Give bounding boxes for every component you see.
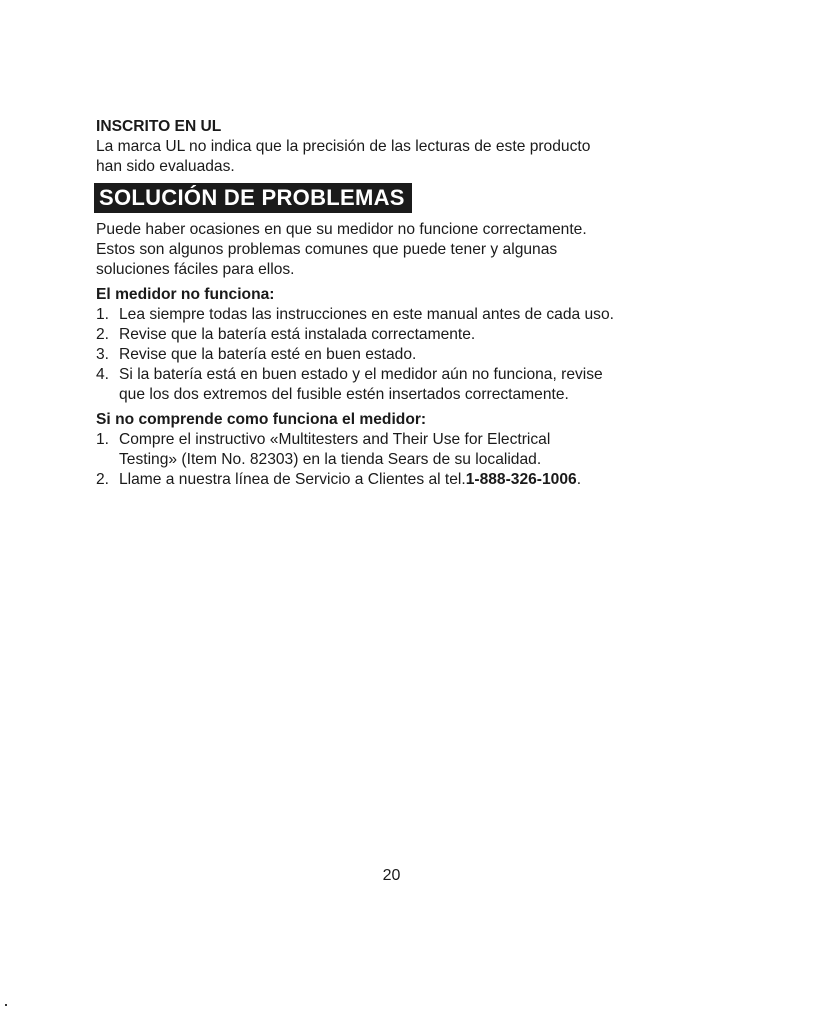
list-item-number: 1. <box>96 431 110 448</box>
list-item-suffix: . <box>576 471 582 488</box>
list-item-text: Revise que la batería esté en buen estado. <box>119 346 417 363</box>
list-item-text-line-2: que los dos extremos del fusible estén insertados correctamente. <box>119 386 569 403</box>
list-item-number: 2. <box>96 326 110 343</box>
page-content <box>96 117 736 490</box>
list-item <box>96 365 736 405</box>
meter-not-working-list <box>96 305 736 405</box>
intro-line-2: Estos son algunos problemas comunes que puede tener y algunas <box>96 241 558 258</box>
list-item-text: Llame a nuestra línea de Servicio a Clientes al tel. <box>119 471 466 488</box>
list-item-text: Revise que la batería está instalada correctamente. <box>119 326 476 343</box>
list-item-number: 3. <box>96 346 110 363</box>
list-item-number: 1. <box>96 306 110 323</box>
list-item <box>96 470 736 490</box>
list-item-text: Lea siempre todas las instrucciones en este manual antes de cada uso. <box>119 306 614 323</box>
not-understand-heading: Si no comprende como funciona el medidor: <box>96 411 427 428</box>
list-item <box>96 345 736 365</box>
list-item-number: 4. <box>96 366 110 383</box>
scan-artifact-dot <box>5 1004 7 1006</box>
page-number: 20 <box>382 867 401 884</box>
meter-not-working-heading: El medidor no funciona: <box>96 286 275 303</box>
ul-section-title: INSCRITO EN UL <box>96 118 222 135</box>
ul-section-body-line-1: La marca UL no indica que la precisión de las lecturas de este producto <box>96 138 591 155</box>
list-item-text-line-1: Si la batería está en buen estado y el medidor aún no funciona, revise <box>119 366 603 383</box>
troubleshooting-banner: SOLUCIÓN DE PROBLEMAS <box>94 183 412 213</box>
not-understand-list <box>96 430 736 490</box>
troubleshooting-intro <box>96 220 736 280</box>
list-item <box>96 430 736 470</box>
list-item-text-line-1: Compre el instructivo «Multitesters and Their Use for Electrical <box>119 431 551 448</box>
ul-section <box>96 117 736 177</box>
customer-service-phone: 1-888-326-1006 <box>465 471 577 488</box>
list-item <box>96 325 736 345</box>
intro-line-1: Puede haber ocasiones en que su medidor no funcione correctamente. <box>96 221 587 238</box>
intro-line-3: soluciones fáciles para ellos. <box>96 261 295 278</box>
ul-section-body-line-2: han sido evaluadas. <box>96 158 235 175</box>
list-item-number: 2. <box>96 471 110 488</box>
list-item <box>96 305 736 325</box>
list-item-text-line-2: Testing» (Item No. 82303) en la tienda Sears de su localidad. <box>119 451 542 468</box>
